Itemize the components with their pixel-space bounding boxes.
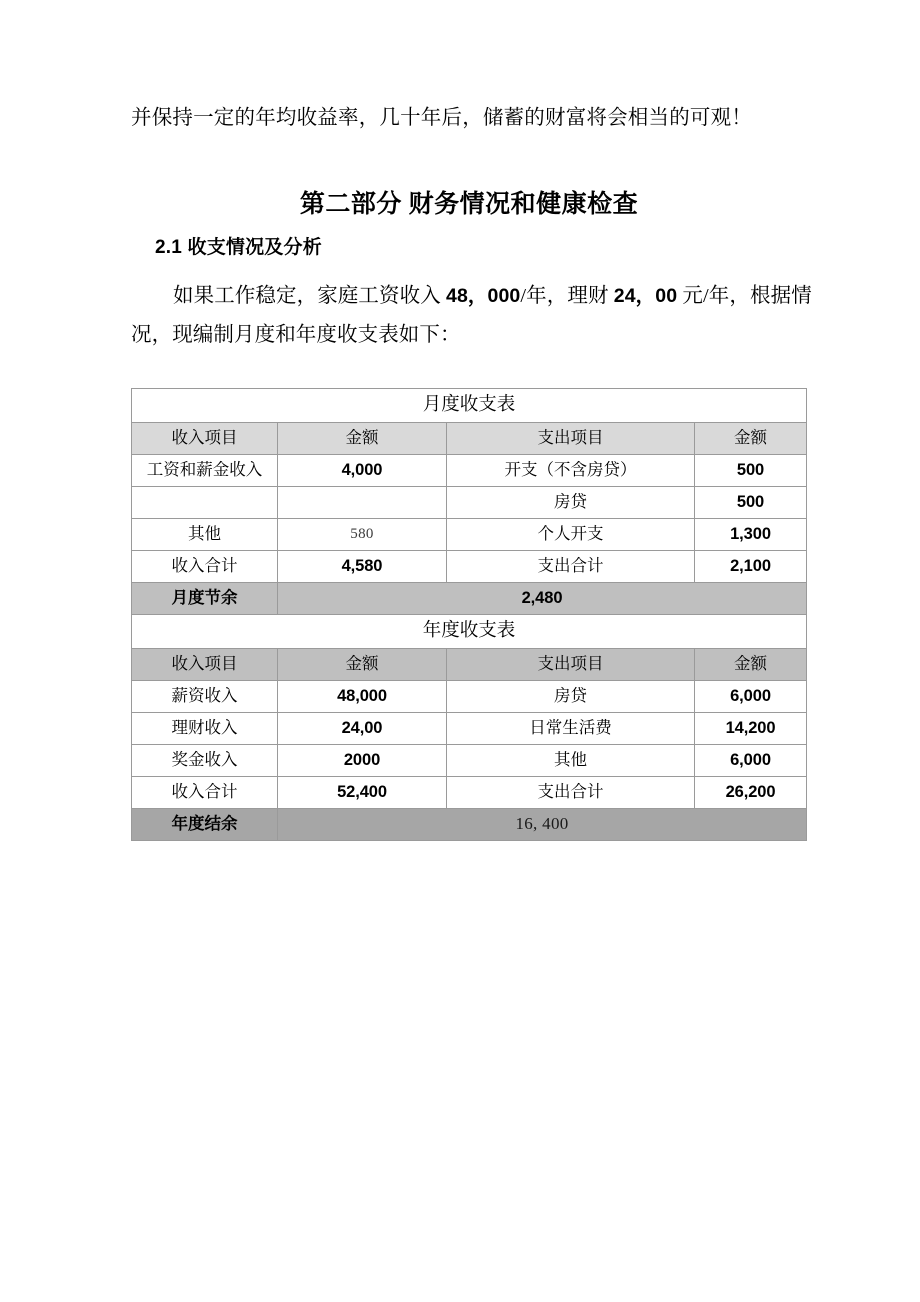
- annual-summary-row: [132, 809, 807, 841]
- annual-expense-amount: 14,200: [695, 713, 807, 745]
- monthly-income-total-label: 收入合计: [132, 551, 278, 583]
- annual-table-title: 年度收支表: [132, 615, 807, 649]
- monthly-income-item: 其他: [132, 519, 278, 551]
- table-row: [132, 713, 807, 745]
- paragraph-segment-3: 元/年，根据情况，现编制月度和年度收支表如下：: [131, 285, 812, 346]
- monthly-expense-amount: 500: [695, 487, 807, 519]
- annual-expense-amount: 6,000: [695, 681, 807, 713]
- table-row: [132, 551, 807, 583]
- annual-expense-total-value: 26,200: [695, 777, 807, 809]
- monthly-expense-amount: 1,300: [695, 519, 807, 551]
- paragraph-segment-2: /年，理财: [520, 285, 614, 307]
- monthly-expense-amount: 500: [695, 455, 807, 487]
- monthly-income-amount: 580: [278, 519, 447, 551]
- monthly-expense-total-value: 2,100: [695, 551, 807, 583]
- annual-income-amount: 24,00: [278, 713, 447, 745]
- section-heading: 2.1 收支情况及分析: [155, 237, 322, 258]
- monthly-header-income-item: 收入项目: [132, 423, 278, 455]
- part-heading: 第二部分 财务情况和健康检查: [299, 191, 639, 218]
- monthly-income-item: 工资和薪金收入: [132, 455, 278, 487]
- annual-income-amount: 48,000: [278, 681, 447, 713]
- investment-income-figure: 24，00: [613, 285, 678, 307]
- annual-expense-amount: 6,000: [695, 745, 807, 777]
- monthly-income-item: [132, 487, 278, 519]
- annual-expense-item: 房贷: [447, 681, 695, 713]
- annual-income-item: 薪资收入: [132, 681, 278, 713]
- annual-surplus-label: 年度结余: [132, 809, 278, 841]
- table-row: [132, 681, 807, 713]
- monthly-summary-row: [132, 583, 807, 615]
- annual-header-income-item: 收入项目: [132, 649, 278, 681]
- annual-income-total-value: 52,400: [278, 777, 447, 809]
- paragraph-segment-1: 如果工作稳定，家庭工资收入: [173, 285, 447, 307]
- table-row: [132, 745, 807, 777]
- annual-header-expense-amount: 金额: [695, 649, 807, 681]
- annual-expense-item: 其他: [447, 745, 695, 777]
- monthly-expense-item: 开支（不含房贷）: [447, 455, 695, 487]
- annual-income-item: 理财收入: [132, 713, 278, 745]
- analysis-paragraph: [131, 277, 821, 355]
- monthly-income-amount: 4,000: [278, 455, 447, 487]
- monthly-expense-total-label: 支出合计: [447, 551, 695, 583]
- table-row: [132, 455, 807, 487]
- annual-header-expense-item: 支出项目: [447, 649, 695, 681]
- intro-paragraph: 并保持一定的年均收益率，几十年后，储蓄的财富将会相当的可观！: [131, 107, 752, 129]
- annual-income-total-label: 收入合计: [132, 777, 278, 809]
- annual-expense-total-label: 支出合计: [447, 777, 695, 809]
- annual-income-item: 奖金收入: [132, 745, 278, 777]
- monthly-surplus-value: 2,480: [278, 583, 807, 615]
- monthly-expense-item: 个人开支: [447, 519, 695, 551]
- monthly-header-expense-item: 支出项目: [447, 423, 695, 455]
- table-row: [132, 487, 807, 519]
- monthly-header-row: [132, 423, 807, 455]
- table-row: [132, 777, 807, 809]
- monthly-header-expense-amount: 金额: [695, 423, 807, 455]
- monthly-surplus-label: 月度节余: [132, 583, 278, 615]
- income-expense-tables: [131, 388, 807, 841]
- monthly-income-total-value: 4,580: [278, 551, 447, 583]
- annual-expense-item: 日常生活费: [447, 713, 695, 745]
- monthly-table-title: 月度收支表: [132, 389, 807, 423]
- annual-surplus-value: 16, 400: [278, 809, 807, 841]
- monthly-title-row: [132, 389, 807, 423]
- monthly-header-income-amount: 金额: [278, 423, 447, 455]
- monthly-expense-item: 房贷: [447, 487, 695, 519]
- annual-header-income-amount: 金额: [278, 649, 447, 681]
- salary-income-figure: 48，000: [446, 285, 521, 307]
- monthly-income-amount: [278, 487, 447, 519]
- annual-title-row: [132, 615, 807, 649]
- annual-header-row: [132, 649, 807, 681]
- table-row: [132, 519, 807, 551]
- annual-income-amount: 2000: [278, 745, 447, 777]
